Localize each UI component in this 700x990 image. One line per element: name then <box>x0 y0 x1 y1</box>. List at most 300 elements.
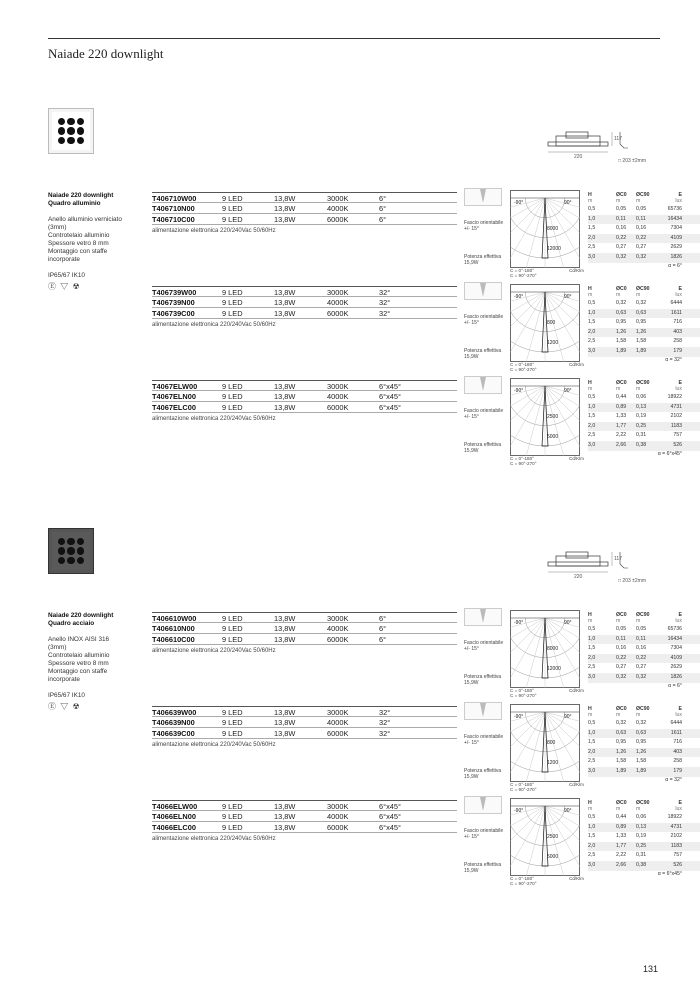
led-dot <box>77 547 84 554</box>
photometric-cell: 0,5 <box>588 626 596 632</box>
product-code: T4067ELW00 <box>152 382 198 391</box>
photometric-cell: 3,0 <box>588 861 596 868</box>
effective-power-note: Potenza effettiva 15,9W <box>464 862 502 874</box>
photometric-cell: 0,22 <box>636 234 647 241</box>
product-code: T4067ELN00 <box>152 392 196 401</box>
photometric-cell: 1,0 <box>588 635 596 642</box>
header-cell: ØC0 <box>616 800 627 806</box>
led-count: 9 LED <box>222 708 243 717</box>
header-cell: H <box>588 380 592 386</box>
product-code: T4066ELN00 <box>152 812 196 821</box>
photometric-cell: 1,33 <box>616 833 627 840</box>
spec-table <box>152 800 457 842</box>
photometric-cell: 0,38 <box>636 441 647 448</box>
polar-chart <box>510 704 580 782</box>
header-cell: ØC0 <box>616 192 627 198</box>
photometric-cell: 0,63 <box>636 309 647 316</box>
photometric-cell: 0,06 <box>636 394 647 400</box>
power: 13,8W <box>274 802 296 811</box>
header-cell: E <box>678 800 682 806</box>
photometric-cell: 0,19 <box>636 413 647 420</box>
led-count: 9 LED <box>222 635 243 644</box>
spec-row <box>152 717 457 728</box>
color-temp: 3000K <box>327 802 349 811</box>
photometric-cell: 6444 <box>670 300 682 306</box>
photometric-units <box>588 806 700 812</box>
legend-c90-label: C = 90°-270° <box>510 693 537 698</box>
led-dot <box>67 547 74 554</box>
beam-angle-note: α = 32° <box>665 776 682 783</box>
beam-angle: 6° <box>379 204 387 213</box>
photometric-units <box>588 386 700 392</box>
legend-c0-label: C = 0°-180° <box>510 268 534 273</box>
photometric-cell: 4731 <box>670 403 682 410</box>
photometric-cell: 526 <box>673 441 682 448</box>
photometric-cell: 2,22 <box>616 432 627 439</box>
svg-text:90°: 90° <box>564 200 572 206</box>
photometric-cell: 0,89 <box>616 823 627 830</box>
width-label: 220 <box>574 574 583 580</box>
photometric-cell: 1,77 <box>616 842 627 849</box>
power: 13,8W <box>274 635 296 644</box>
led-count: 9 LED <box>222 194 243 203</box>
header-cell: ØC0 <box>616 612 627 618</box>
product-photo <box>48 528 94 574</box>
spec-row <box>152 308 457 319</box>
photometric-cell: 2,5 <box>588 338 596 345</box>
photometric-cell: 18922 <box>667 814 682 820</box>
power-supply-note: alimentazione elettronica 220/240Vac 50/60Hz <box>152 416 276 422</box>
legend-units: Cd/Klm <box>568 876 584 881</box>
photometric-cell: 0,38 <box>636 861 647 868</box>
beam-icon <box>464 796 502 814</box>
photometric-cell: 403 <box>673 328 682 335</box>
photometric-row <box>588 318 700 328</box>
svg-text:90°: 90° <box>564 294 572 300</box>
spec-row <box>152 402 457 413</box>
product-code: T406739N00 <box>152 298 195 307</box>
photometric-cell: 2,22 <box>616 852 627 859</box>
header-cell: ØC0 <box>616 380 627 386</box>
beam-icon <box>464 608 502 626</box>
product-info <box>48 612 148 711</box>
power-supply-note: alimentazione elettronica 220/240Vac 50/60Hz <box>152 228 276 234</box>
polar-chart <box>510 190 580 268</box>
description-line: Anello alluminio verniciato <box>48 216 122 223</box>
description-line: (3mm) <box>48 644 67 651</box>
photometric-cell: 0,27 <box>616 244 627 251</box>
color-temp: 6000K <box>327 635 349 644</box>
photometric-cell: 0,89 <box>616 403 627 410</box>
description-line: Montaggio con staffe <box>48 668 108 675</box>
spec-row <box>152 634 457 645</box>
beam-icon <box>464 282 502 300</box>
header-cell: H <box>588 286 592 292</box>
photometric-row <box>588 832 700 842</box>
photometric-row <box>588 205 700 215</box>
adjustable-beam-note: Fascio orientabile +/- 15° <box>464 314 504 326</box>
photometric-cell: 2,66 <box>616 861 627 868</box>
beam-angle: 6° <box>379 215 387 224</box>
page-title: Naiade 220 downlight <box>48 46 164 61</box>
color-temp: 3000K <box>327 708 349 717</box>
photometric-cell: 4109 <box>670 654 682 661</box>
description-line: Controtelaio alluminio <box>48 652 110 659</box>
legend-units: Cd/Klm <box>568 688 584 693</box>
photometric-cell: 716 <box>673 739 682 746</box>
effective-power-note: Potenza effettiva 15,9W <box>464 768 502 780</box>
svg-text:-90°: -90° <box>514 808 524 814</box>
product-code: T406639C00 <box>152 729 195 738</box>
photometric-cell: 1,0 <box>588 729 596 736</box>
power: 13,8W <box>274 614 296 623</box>
led-count: 9 LED <box>222 614 243 623</box>
photometric-cell: 0,63 <box>616 309 627 316</box>
unit-cell: m <box>588 198 593 204</box>
led-plate <box>52 532 90 570</box>
height-label: 117 <box>614 556 622 562</box>
photometric-cell: 1,89 <box>636 767 647 774</box>
spec-row <box>152 214 457 225</box>
product-code: T4067ELC00 <box>152 403 196 412</box>
photometric-cell: 16434 <box>667 215 682 222</box>
photometric-cell: 2,66 <box>616 441 627 448</box>
beam-icon <box>464 702 502 720</box>
spec-row <box>152 800 457 811</box>
unit-cell: m <box>616 292 621 298</box>
photometric-cell: 0,05 <box>636 626 647 632</box>
product-code: T406610C00 <box>152 635 195 644</box>
spec-table <box>152 192 457 234</box>
spec-row <box>152 192 457 203</box>
polar-diagram <box>510 284 580 362</box>
product-code: T406639W00 <box>152 708 197 717</box>
photometric-cell: 0,95 <box>636 319 647 326</box>
photometric-cell: 0,31 <box>636 432 647 439</box>
unit-cell: m <box>588 386 593 392</box>
led-dot <box>77 118 84 125</box>
unit-cell: m <box>616 198 621 204</box>
header-cell: ØC0 <box>616 286 627 292</box>
photometric-row <box>588 861 700 871</box>
photometric-cell: 1,58 <box>636 338 647 345</box>
photometric-cell: 1,26 <box>636 328 647 335</box>
unit-cell: m <box>616 618 621 624</box>
spec-table <box>152 380 457 422</box>
legend-c90-label: C = 90°-270° <box>510 367 537 372</box>
unit-cell: m <box>636 386 641 392</box>
led-count: 9 LED <box>222 392 243 401</box>
photometric-row <box>588 729 700 739</box>
photometric-cell: 0,22 <box>636 654 647 661</box>
color-temp: 6000K <box>327 729 349 738</box>
photometric-cell: 1,0 <box>588 215 596 222</box>
polar-diagram <box>510 704 580 782</box>
led-dot <box>67 127 74 134</box>
header-cell: ØC90 <box>636 612 650 618</box>
unit-cell: lux <box>675 712 682 718</box>
photometric-cell: 1,58 <box>636 758 647 765</box>
photometric-cell: 2,5 <box>588 244 596 251</box>
hole-label: □ 203 ±2mm <box>618 158 646 164</box>
product-info <box>48 192 148 291</box>
power: 13,8W <box>274 215 296 224</box>
power: 13,8W <box>274 812 296 821</box>
photometric-cell: 0,63 <box>636 729 647 736</box>
photometric-cell: 0,16 <box>616 645 627 652</box>
photometric-row <box>588 403 700 413</box>
spec-row <box>152 822 457 833</box>
photometric-cell: 2102 <box>670 413 682 420</box>
photometric-cell: 1,5 <box>588 645 596 652</box>
photometric-cell: 0,16 <box>616 225 627 232</box>
photometric-cell: 1,33 <box>616 413 627 420</box>
photometric-cell: 2,0 <box>588 748 596 755</box>
photometric-row <box>588 673 700 683</box>
spec-row <box>152 297 457 308</box>
height-label: 117 <box>614 136 622 142</box>
photometric-cell: 0,27 <box>636 244 647 251</box>
photometric-cell: 1,5 <box>588 739 596 746</box>
polar-legend <box>510 362 584 372</box>
photometric-row <box>588 663 700 673</box>
beam-angle-note: α = 32° <box>665 356 682 363</box>
led-count: 9 LED <box>222 215 243 224</box>
svg-text:12000: 12000 <box>547 246 561 252</box>
led-dot <box>67 538 74 545</box>
photometric-cell: 2,0 <box>588 842 596 849</box>
power: 13,8W <box>274 823 296 832</box>
power: 13,8W <box>274 309 296 318</box>
photometric-row <box>588 813 700 823</box>
photometric-row <box>588 823 700 833</box>
effective-power-note: Potenza effettiva 15,9W <box>464 254 502 266</box>
photometric-cell: 1,0 <box>588 403 596 410</box>
spec-row <box>152 380 457 391</box>
header-cell: ØC90 <box>636 800 650 806</box>
svg-text:90°: 90° <box>564 808 572 814</box>
power-supply-note: alimentazione elettronica 220/240Vac 50/60Hz <box>152 648 276 654</box>
photometric-row <box>588 337 700 347</box>
color-temp: 4000K <box>327 298 349 307</box>
unit-cell: m <box>588 806 593 812</box>
led-count: 9 LED <box>222 298 243 307</box>
svg-text:2500: 2500 <box>547 834 559 840</box>
header-cell: E <box>678 380 682 386</box>
color-temp: 3000K <box>327 382 349 391</box>
photometric-cell: 0,44 <box>616 814 627 820</box>
power-supply-note: alimentazione elettronica 220/240Vac 50/60Hz <box>152 742 276 748</box>
photometric-cell: 1611 <box>670 729 682 736</box>
spec-table <box>152 286 457 328</box>
polar-diagram <box>510 190 580 268</box>
power: 13,8W <box>274 382 296 391</box>
photometric-cell: 2,0 <box>588 654 596 661</box>
photometric-cell: 1,0 <box>588 823 596 830</box>
photometric-cell: 0,05 <box>636 206 647 212</box>
photometric-cell: 2,0 <box>588 328 596 335</box>
header-cell: ØC90 <box>636 286 650 292</box>
svg-text:2500: 2500 <box>547 414 559 420</box>
led-dot <box>67 557 74 564</box>
led-count: 9 LED <box>222 812 243 821</box>
led-count: 9 LED <box>222 729 243 738</box>
photometric-cell: 0,11 <box>616 635 626 642</box>
photometric-cell: 1,58 <box>616 338 627 345</box>
photometric-cell: 6444 <box>670 720 682 726</box>
certification-icons: Ⓔ ▽ ☢ <box>48 282 81 291</box>
photometric-cell: 526 <box>673 861 682 868</box>
beam-angle: 6°x45° <box>379 392 401 401</box>
header-cell: H <box>588 706 592 712</box>
photometric-cell: 2,5 <box>588 664 596 671</box>
product-code: T406710C00 <box>152 215 195 224</box>
certification-icons: Ⓔ ▽ ☢ <box>48 702 81 711</box>
width-label: 220 <box>574 154 583 160</box>
polar-chart <box>510 284 580 362</box>
product-code: T406739C00 <box>152 309 195 318</box>
unit-cell: m <box>636 712 641 718</box>
polar-diagram <box>510 378 580 456</box>
photometric-cell: 1183 <box>670 422 682 429</box>
svg-text:90°: 90° <box>564 714 572 720</box>
description-line: (3mm) <box>48 224 67 231</box>
unit-cell: m <box>616 806 621 812</box>
polar-legend <box>510 782 584 792</box>
beam-angle: 6°x45° <box>379 382 401 391</box>
photometric-row <box>588 393 700 403</box>
photometric-row <box>588 243 700 253</box>
svg-text:800: 800 <box>547 320 556 326</box>
photometric-cell: 3,0 <box>588 441 596 448</box>
led-dot <box>77 538 84 545</box>
beam-angle: 32° <box>379 708 391 717</box>
photometric-row <box>588 441 700 451</box>
led-dot <box>58 118 65 125</box>
led-count: 9 LED <box>222 382 243 391</box>
color-temp: 4000K <box>327 392 349 401</box>
photometric-row <box>588 644 700 654</box>
photometric-cell: 4109 <box>670 234 682 241</box>
adjustable-beam-note: Fascio orientabile +/- 15° <box>464 828 504 840</box>
color-temp: 6000K <box>327 403 349 412</box>
photometric-table <box>588 192 700 269</box>
unit-cell: m <box>636 292 641 298</box>
photometric-table <box>588 612 700 689</box>
power-supply-note: alimentazione elettronica 220/240Vac 50/60Hz <box>152 322 276 328</box>
led-dot <box>58 538 65 545</box>
description-line: incorporate <box>48 676 80 683</box>
photometric-cell: 0,32 <box>616 673 627 680</box>
unit-cell: m <box>636 806 641 812</box>
photometric-cell: 7304 <box>670 645 682 652</box>
beam-angle: 32° <box>379 718 391 727</box>
photometric-cell: 0,27 <box>636 664 647 671</box>
photometric-cell: 0,31 <box>636 852 647 859</box>
adjustable-beam-note: Fascio orientabile +/- 15° <box>464 640 504 652</box>
polar-chart <box>510 610 580 688</box>
svg-text:-90°: -90° <box>514 294 524 300</box>
led-dot <box>77 137 84 144</box>
polar-legend <box>510 268 584 278</box>
legend-units: Cd/Klm <box>568 268 584 273</box>
photometric-cell: 1611 <box>670 309 682 316</box>
beam-angle: 6° <box>379 614 387 623</box>
beam-cone <box>480 283 486 297</box>
photometric-row <box>588 328 700 338</box>
adjustable-beam-note: Fascio orientabile +/- 15° <box>464 220 504 232</box>
product-code: T406710N00 <box>152 204 195 213</box>
svg-text:-90°: -90° <box>514 388 524 394</box>
description-line: Montaggio con staffe <box>48 248 108 255</box>
beam-angle: 6°x45° <box>379 403 401 412</box>
svg-text:-90°: -90° <box>514 200 524 206</box>
beam-cone <box>480 797 486 811</box>
beam-angle: 6°x45° <box>379 823 401 832</box>
legend-units: Cd/Klm <box>568 362 584 367</box>
header-cell: ØC0 <box>616 706 627 712</box>
photometric-row <box>588 215 700 225</box>
power: 13,8W <box>274 392 296 401</box>
photometric-cell: 1826 <box>670 673 682 680</box>
photometric-cell: 18922 <box>667 394 682 400</box>
power: 13,8W <box>274 718 296 727</box>
spec-row <box>152 706 457 717</box>
led-count: 9 LED <box>222 718 243 727</box>
photometric-cell: 0,32 <box>636 253 647 260</box>
photometric-cell: 258 <box>673 338 682 345</box>
photometric-row <box>588 412 700 422</box>
led-dot <box>58 557 65 564</box>
spec-row <box>152 391 457 402</box>
photometric-cell: 2,5 <box>588 758 596 765</box>
ip-rating: IP65/67 IK10 <box>48 692 85 699</box>
beam-angle-note: α = 6° <box>668 682 682 689</box>
product-finish: Quadro acciaio <box>48 620 95 627</box>
color-temp: 6000K <box>327 309 349 318</box>
unit-cell: m <box>588 712 593 718</box>
legend-c90-label: C = 90°-270° <box>510 273 537 278</box>
beam-angle: 6°x45° <box>379 812 401 821</box>
photometric-row <box>588 309 700 319</box>
unit-cell: lux <box>675 806 682 812</box>
photometric-cell: 716 <box>673 319 682 326</box>
photometric-cell: 757 <box>673 852 682 859</box>
unit-cell: lux <box>675 292 682 298</box>
photometric-cell: 1,58 <box>616 758 627 765</box>
product-code: T406639N00 <box>152 718 195 727</box>
photometric-cell: 1183 <box>670 842 682 849</box>
photometric-row <box>588 299 700 309</box>
product-code: T406710W00 <box>152 194 197 203</box>
photometric-cell: 1,0 <box>588 309 596 316</box>
power: 13,8W <box>274 624 296 633</box>
led-dot <box>77 557 84 564</box>
polar-diagram <box>510 610 580 688</box>
description-line: incorporate <box>48 256 80 263</box>
led-dot <box>58 127 65 134</box>
svg-text:1200: 1200 <box>547 760 559 766</box>
photometric-cell: 0,95 <box>616 739 627 746</box>
photometric-cell: 0,16 <box>636 225 647 232</box>
beam-angle: 6° <box>379 194 387 203</box>
photometric-cell: 2,5 <box>588 852 596 859</box>
product-code: T4066ELW00 <box>152 802 198 811</box>
photometric-cell: 1,26 <box>616 748 627 755</box>
product-name: Naiade 220 downlight <box>48 192 114 199</box>
product-code: T406739W00 <box>152 288 197 297</box>
color-temp: 6000K <box>327 823 349 832</box>
